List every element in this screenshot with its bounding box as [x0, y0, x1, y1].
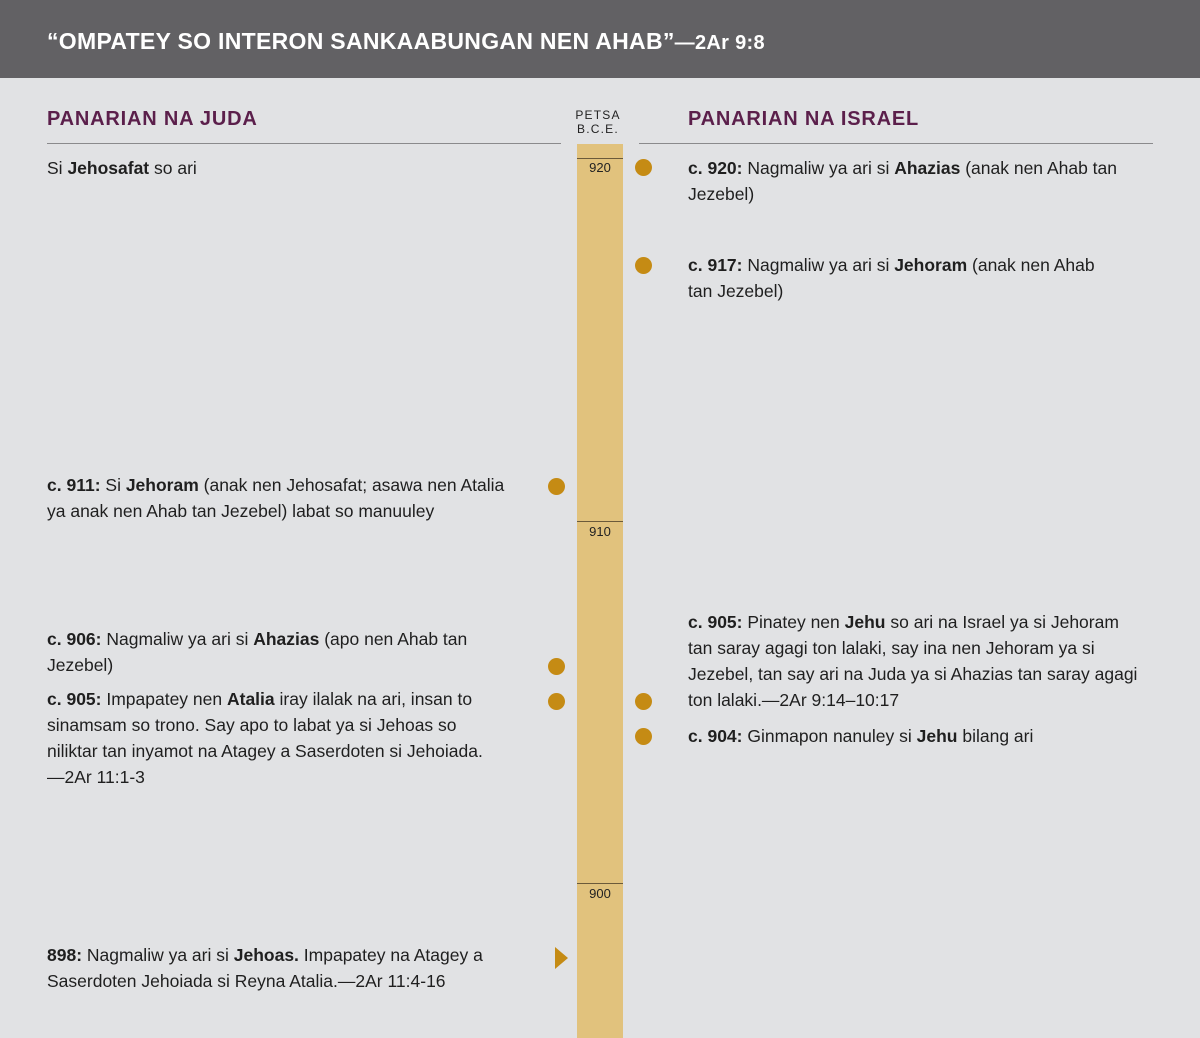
marker-judah-906: [548, 658, 565, 675]
event-text: (anak nen Ahab tan Jezebel): [688, 255, 1095, 301]
event-name: Jehu: [844, 612, 886, 632]
marker-arrow-898: [555, 947, 568, 969]
header-banner: [0, 0, 1200, 78]
event-name: Jehoram: [125, 475, 199, 495]
tick-line-900: [577, 883, 623, 884]
event-text: so ari: [149, 158, 197, 178]
tick-label-920: 920: [589, 160, 611, 175]
date-label: PETSA: [575, 108, 621, 122]
event-date: c. 906:: [47, 629, 102, 649]
era-label: B.C.E.: [577, 122, 619, 136]
israel-event-904: [688, 723, 1148, 749]
event-text: (anak nen Jehosafat; asawa nen Atalia ya anak nen Ahab tan Jezebel) labat so manuuley: [47, 475, 505, 521]
event-date: c. 917:: [688, 255, 743, 275]
tick-label-900: 900: [589, 886, 611, 901]
event-text: Pinatey nen: [742, 612, 845, 632]
event-date: c. 920:: [688, 158, 743, 178]
event-date: c. 911:: [47, 475, 101, 495]
event-name: Jehoas.: [233, 945, 299, 965]
event-name: Jehu: [916, 726, 958, 746]
event-text: (apo nen Ahab tan Jezebel): [47, 629, 468, 675]
judah-column-title: PANARIAN NA JUDA: [47, 108, 258, 130]
event-text: Si: [47, 158, 68, 178]
event-text: Impapatey na Atagey a Saserdoten Jehoiada si Reyna Atalia.—2Ar 11:4-16: [47, 945, 483, 991]
date-column-header: [570, 108, 626, 136]
event-name: Jehoram: [894, 255, 968, 275]
event-text: bilang ari: [957, 726, 1034, 746]
event-text: so ari na Israel ya si Jehoram tan saray agagi ton lalaki, say ina nen Jehoram ya si Jezebel, tan say ari na Juda ya si Ahazias tan saray agagi ton lalaki.—2Ar 9:14–10:17: [688, 612, 1138, 710]
timeline-bar: [577, 144, 623, 1038]
marker-israel-905: [635, 693, 652, 710]
judah-event-898: [47, 942, 517, 994]
event-name: Atalia: [226, 689, 275, 709]
title-reference: —2Ar 9:8: [674, 32, 765, 54]
event-name: Ahazias: [894, 158, 961, 178]
marker-judah-905: [548, 693, 565, 710]
event-text: Si: [100, 475, 126, 495]
page-title: [47, 28, 765, 55]
tick-label-910: 910: [589, 524, 611, 539]
event-date: 898:: [47, 945, 83, 965]
event-text: Nagmaliw ya ari si: [742, 158, 895, 178]
tick-line-920: [577, 158, 623, 159]
judah-event-906: [47, 626, 472, 678]
marker-judah-911: [548, 478, 565, 495]
event-name: Ahazias: [253, 629, 320, 649]
event-text: Nagmaliw ya ari si: [101, 629, 254, 649]
event-text: Ginmapon nanuley si: [742, 726, 917, 746]
israel-column-title: PANARIAN NA ISRAEL: [688, 108, 920, 130]
event-date: c. 905:: [47, 689, 102, 709]
event-name: Jehosafat: [67, 158, 150, 178]
israel-event-917: [688, 252, 1118, 304]
marker-israel-904: [635, 728, 652, 745]
israel-divider: [639, 143, 1153, 144]
tick-line-910: [577, 521, 623, 522]
marker-israel-917: [635, 257, 652, 274]
event-text: Impapatey nen: [101, 689, 227, 709]
judah-event-905: [47, 686, 487, 790]
judah-event-jehosafat: [47, 155, 517, 181]
event-date: c. 904:: [688, 726, 743, 746]
title-text: “OMPATEY SO INTERON SANKAABUNGAN NEN AHAB”: [47, 28, 675, 54]
israel-event-905: [688, 609, 1148, 713]
event-text: Nagmaliw ya ari si: [82, 945, 234, 965]
judah-divider: [47, 143, 561, 144]
marker-israel-920: [635, 159, 652, 176]
event-text: Nagmaliw ya ari si: [742, 255, 895, 275]
event-text: iray ilalak na ari, insan to sinamsam so trono. Say apo to labat ya si Jehoas so niliktar tan inyamot na Atagey a Saserdoten si Jehoiada.—2Ar 11:1-3: [47, 689, 483, 787]
event-text: (anak nen Ahab tan Jezebel): [688, 158, 1117, 204]
judah-event-911: [47, 472, 517, 524]
event-date: c. 905:: [688, 612, 743, 632]
israel-event-920: [688, 155, 1118, 207]
